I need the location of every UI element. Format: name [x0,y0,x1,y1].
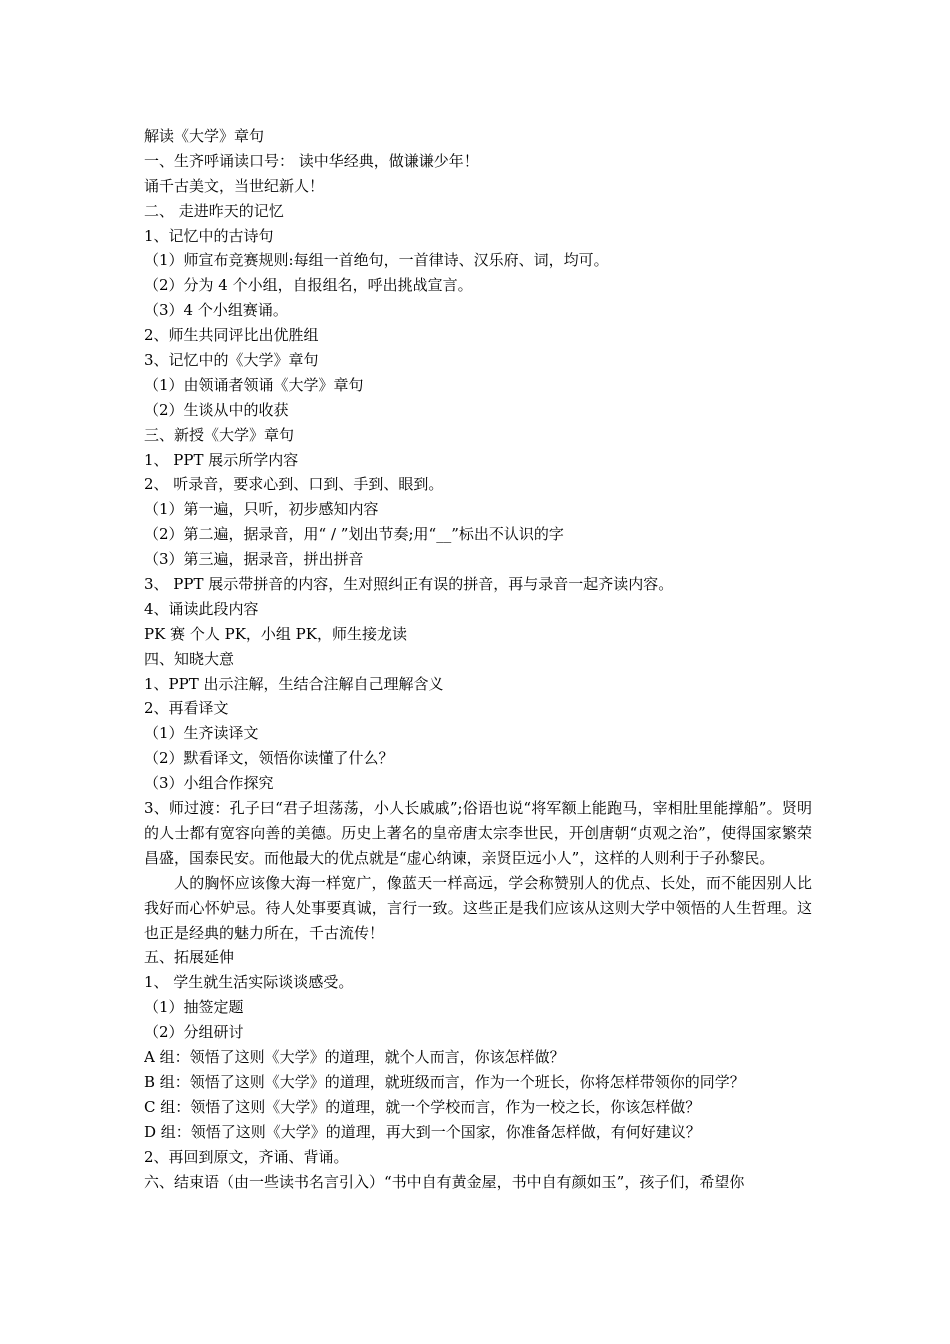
text-line: 六、结束语（由一些读书名言引入）“书中自有黄金屋，书中自有颜如玉”，孩子们，希望你 [144,1172,745,1191]
text-lines-top [144,124,812,796]
text-line: （2）默看译文，领悟你读懂了什么？ [144,749,394,768]
text-line: 2、 听录音，要求心到、口到、手到、眼到。 [144,475,444,494]
text-line: 4、诵读此段内容 [144,599,259,618]
text-line: PK 赛 个人 PK，小组 PK，师生接龙读 [144,624,407,643]
text-line: D 组：领悟了这则《大学》的道理，再大到一个国家，你准备怎样做，有何好建议？ [144,1122,701,1141]
text-line: （1）抽签定题 [144,998,244,1017]
text-line: 二、 走进昨天的记忆 [144,201,284,220]
text-line: （3）第三遍，据录音，拼出拼音 [144,550,364,569]
text-line: B 组：领悟了这则《大学》的道理，就班级而言，作为一个班长，你将怎样带领你的同学？ [144,1072,745,1091]
paragraph-reflection: 人的胸怀应该像大海一样宽广，像蓝天一样高远，学会称赞别人的优点、长处，而不能因别人比我好而心怀妒忌。待人处事要真诚，言行一致。这些正是我们应该从这则大学中领悟的人生哲理。这也正是经典的魅力所在，千古流传！ [144,873,812,942]
paragraph-transition: 3、师过渡：孔子曰“君子坦荡荡，小人长戚戚”;俗语也说“将军额上能跑马，宰相肚里能撑船”。贤明的人士都有宽容向善的美德。历史上著名的皇帝唐太宗李世民，开创唐朝“贞观之治”，使得国家繁荣昌盛，国泰民安。而他最大的优点就是“虚心纳谏，亲贤臣远小人”，这样的人则利于子孙黎民。 [144,799,812,867]
text-line: （1）第一遍，只听，初步感知内容 [144,500,379,519]
text-line: 3、记忆中的《大学》章句 [144,351,319,370]
text-line: 1、 学生就生活实际谈谈感受。 [144,973,354,992]
text-line: 五、拓展延伸 [144,948,235,967]
text-line: （1）师宣布竞赛规则:每组一首绝句，一首律诗、汉乐府、词，均可。 [144,251,609,270]
text-line: 2、再回到原文，齐诵、背诵。 [144,1147,349,1166]
text-line: A 组：领悟了这则《大学》的道理，就个人而言，你该怎样做？ [144,1048,565,1067]
text-line: （2）分组研讨 [144,1023,244,1042]
text-line: 3、 PPT 展示带拼音的内容，生对照纠正有误的拼音，再与录音一起齐读内容。 [144,575,674,594]
document-body [144,124,812,1194]
text-lines-bottom [144,945,812,1194]
text-line: （1）由领诵者领诵《大学》章句 [144,375,364,394]
text-line: 解读《大学》章句 [144,127,265,145]
text-line: 1、记忆中的古诗句 [144,226,274,245]
text-line: （3）4 个小组赛诵。 [144,301,288,320]
text-line: 1、PPT 出示注解，生结合注解自己理解含义 [144,674,444,693]
text-line: 1、 PPT 展示所学内容 [144,450,299,469]
text-line: （2）第二遍，据录音，用“ / ”划出节奏;用“__”标出不认识的字 [144,525,564,544]
text-line: （2）生谈从中的收获 [144,400,289,419]
text-line: 三、新授《大学》章句 [144,425,295,444]
text-line: 2、师生共同评比出优胜组 [144,326,319,345]
text-line: 四、知晓大意 [144,649,235,668]
text-line: （2）分为 4 个小组，自报组名，呼出挑战宣言。 [144,276,473,295]
text-line: C 组：领悟了这则《大学》的道理，就一个学校而言，作为一校之长，你该怎样做？ [144,1097,701,1116]
text-line: （1）生齐读译文 [144,724,259,743]
text-line: （3）小组合作探究 [144,774,274,793]
text-line: 诵千古美文，当世纪新人！ [144,176,325,195]
text-line: 2、再看译文 [144,699,229,718]
text-line: 一、生齐呼诵读口号： 读中华经典，做谦谦少年！ [144,151,479,170]
